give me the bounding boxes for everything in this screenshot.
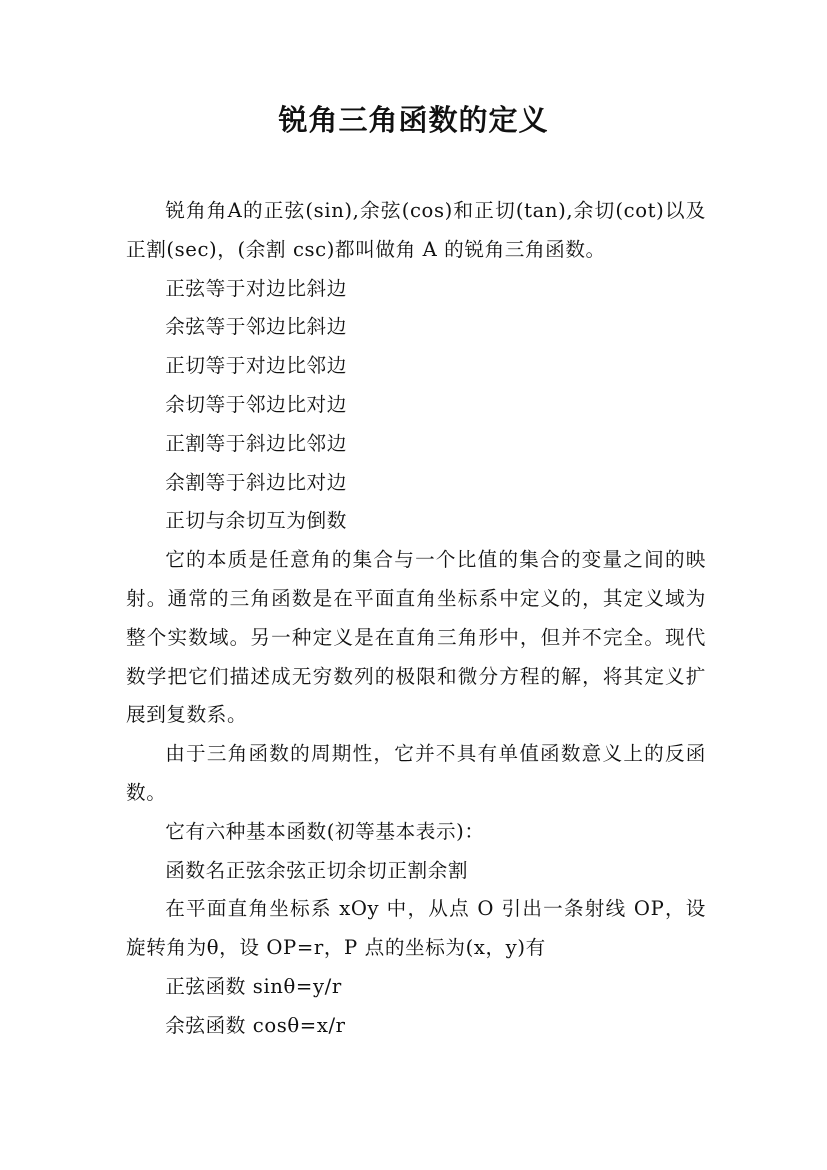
- paragraph-sine-formula: 正弦函数 sinθ=y/r: [165, 974, 342, 998]
- paragraph-cosine-formula: 余弦函数 cosθ=x/r: [165, 1013, 346, 1037]
- paragraph-sine-rule: 正弦等于对边比斜边: [165, 276, 347, 300]
- paragraph-definition: 锐角角A的正弦(sin),余弦(cos)和正切(tan),余切(cot)以及正割(sec)，(余割 csc)都叫做角 A 的锐角三角函数。: [126, 199, 706, 261]
- paragraph-secant-rule: 正割等于斜边比邻边: [165, 431, 347, 455]
- paragraph-function-names: 函数名正弦余弦正切余切正割余割: [165, 858, 469, 882]
- paragraph-coordinate-setup: 在平面直角坐标系 xOy 中，从点 O 引出一条射线 OP，设旋转角为θ，设 OP=r，P 点的坐标为(x，y)有: [126, 897, 706, 960]
- paragraph-reciprocal-rule: 正切与余切互为倒数: [165, 509, 347, 533]
- paragraph-six-functions: 它有六种基本函数(初等基本表示)：: [165, 819, 485, 843]
- paragraph-tangent-rule: 正切等于对边比邻边: [165, 354, 347, 378]
- document-body: [126, 192, 706, 1046]
- paragraph-cotangent-rule: 余切等于邻边比对边: [165, 392, 347, 416]
- paragraph-essence: 它的本质是任意角的集合与一个比值的集合的变量之间的映射。通常的三角函数是在平面直角坐标系中定义的，其定义域为整个实数域。另一种定义是在直角三角形中，但并不完全。现代数学把它们描述成无穷数列的极限和微分方程的解，将其定义扩展到复数系。: [126, 548, 706, 727]
- paragraph-cosine-rule: 余弦等于邻边比斜边: [165, 315, 347, 339]
- paragraph-cosecant-rule: 余割等于斜边比对边: [165, 470, 347, 494]
- document-title: 锐角三角函数的定义: [278, 103, 549, 137]
- paragraph-periodicity: 由于三角函数的周期性，它并不具有单值函数意义上的反函数。: [126, 742, 706, 804]
